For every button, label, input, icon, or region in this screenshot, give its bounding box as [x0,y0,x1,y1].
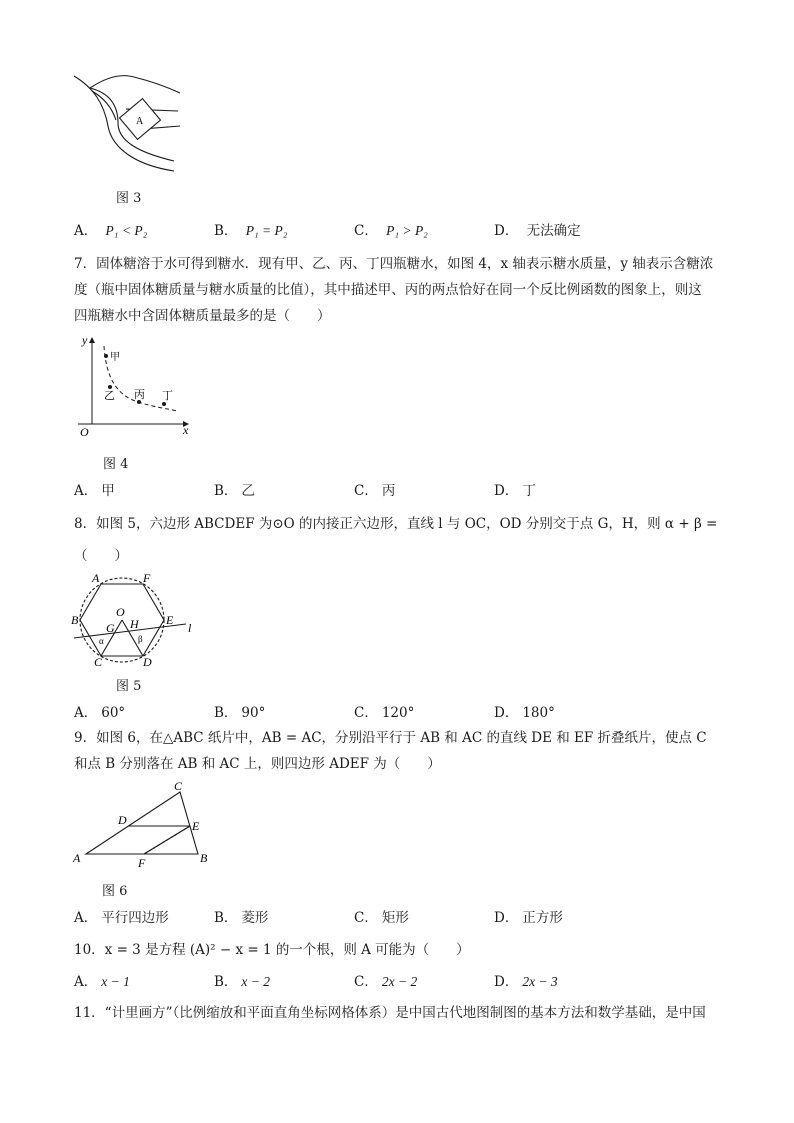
block-label: A [136,116,144,127]
svg-text:F: F [138,856,146,870]
q7-option-a[interactable]: A． 甲 [74,483,115,499]
q7-option-d[interactable]: D． 丁 [494,483,536,499]
label-ding: 丁 [162,390,173,402]
svg-text:O: O [116,605,125,619]
figure-4-caption: 图 4 [103,457,129,472]
svg-text:C: C [94,655,103,669]
svg-text:A: A [73,851,81,865]
q9-option-c[interactable]: C． 矩形 [354,910,409,926]
label-jia: 甲 [110,352,120,363]
figure-5-caption: 图 5 [116,679,142,694]
point-yi [108,385,112,389]
point-jia [104,354,108,358]
q11-text-line1: 11．“计里画方”（比例缩放和平面直角坐标网格体系）是中国古代地图制图的基本方法和数学基础，是中国 [74,1005,706,1021]
svg-text:l: l [188,621,192,635]
q6-option-b[interactable]: B． P₁ = P₂ [214,223,288,239]
figure-4 [70,332,195,444]
q6-option-a-text: P₁ < P₂ [105,223,148,238]
q8-option-d[interactable]: D． 180° [494,705,555,721]
q9-option-a[interactable]: A． 平行四边形 [74,910,169,926]
svg-text:C: C [174,779,183,793]
q10-option-d[interactable]: D． 2x − 3 [494,974,558,990]
q6-option-a[interactable]: A． P₁ < P₂ [74,223,148,239]
q6-option-c-text: P₁ > P₂ [386,223,428,238]
svg-text:B: B [200,851,208,865]
q6-option-b-text: P₁ = P₂ [245,223,288,238]
origin-label: O [80,425,89,439]
svg-text:F: F [143,571,151,585]
q10-text-line1: 10．x = 3 是方程 (A)² − x = 1 的一个根，则 A 可能为（ ） [74,942,470,958]
q7-option-b[interactable]: B． 乙 [214,483,255,499]
label-bing: 丙 [134,389,145,401]
svg-text:α: α [99,636,104,646]
x-axis-label: x [183,423,189,437]
point-ding [162,402,166,406]
svg-text:H: H [130,617,139,631]
q9-option-b[interactable]: B． 菱形 [214,910,269,926]
q8-option-b[interactable]: B． 90° [214,705,266,721]
q6-option-c[interactable]: C． P₁ > P₂ [354,223,428,239]
q7-text-line3: 四瓶糖水中含固体糖质量最多的是（ ） [74,308,331,324]
figure-6-caption: 图 6 [102,884,128,899]
q9-text-line1: 9．如图 6，在△ABC 纸片中，AB = AC，分别沿平行于 AB 和 AC 的直线 DE 和 EF 折叠纸片，使点 C [74,730,707,746]
q8-text-line2: （ ） [74,548,128,564]
figure-5 [70,570,200,670]
q7-option-c[interactable]: C． 丙 [354,483,396,499]
label-yi: 乙 [104,390,115,402]
q8-option-a[interactable]: A． 60° [74,705,126,721]
svg-text:A: A [92,571,100,585]
q10-option-b[interactable]: B． x − 2 [214,974,271,990]
q7-text-line2: 度（瓶中固体糖质量与糖水质量的比值），其中描述甲、丙的两点恰好在同一个反比例函数的图象上，则这 [74,282,702,298]
y-axis-label: y [82,333,88,347]
q8-option-c[interactable]: C． 120° [354,705,415,721]
q6-option-d[interactable]: D． 无法确定 [494,223,581,239]
figure-3-caption: 图 3 [116,191,142,206]
q10-option-c[interactable]: C． 2x − 2 [354,974,418,990]
q7-text-line1: 7．固体糖溶于水可得到糖水．现有甲、乙、丙、丁四瓶糖水，如图 4，x 轴表示糖水质量，y 轴表示含糖浓 [74,256,714,272]
svg-text:G: G [106,621,115,635]
svg-text:E: E [166,613,174,627]
q10-option-a[interactable]: A． x − 1 [74,974,130,990]
figure-6 [70,778,215,870]
figure-3 [70,68,190,178]
svg-text:D: D [118,813,127,827]
svg-text:D: D [143,655,152,669]
svg-text:B: B [71,613,79,627]
svg-text:β: β [138,634,143,644]
q9-option-d[interactable]: D． 正方形 [494,910,563,926]
q9-text-line2: 和点 B 分别落在 AB 和 AC 上，则四边形 ADEF 为（ ） [74,756,441,772]
triangle-abc [86,792,198,854]
svg-text:E: E [192,819,200,833]
q8-text-line1: 8．如图 5，六边形 ABCDEF 为⊙O 的内接正六边形，直线 l 与 OC，OD 分别交于点 G，H，则 α + β = [74,516,718,532]
q6-option-d-text: 无法确定 [526,223,581,239]
